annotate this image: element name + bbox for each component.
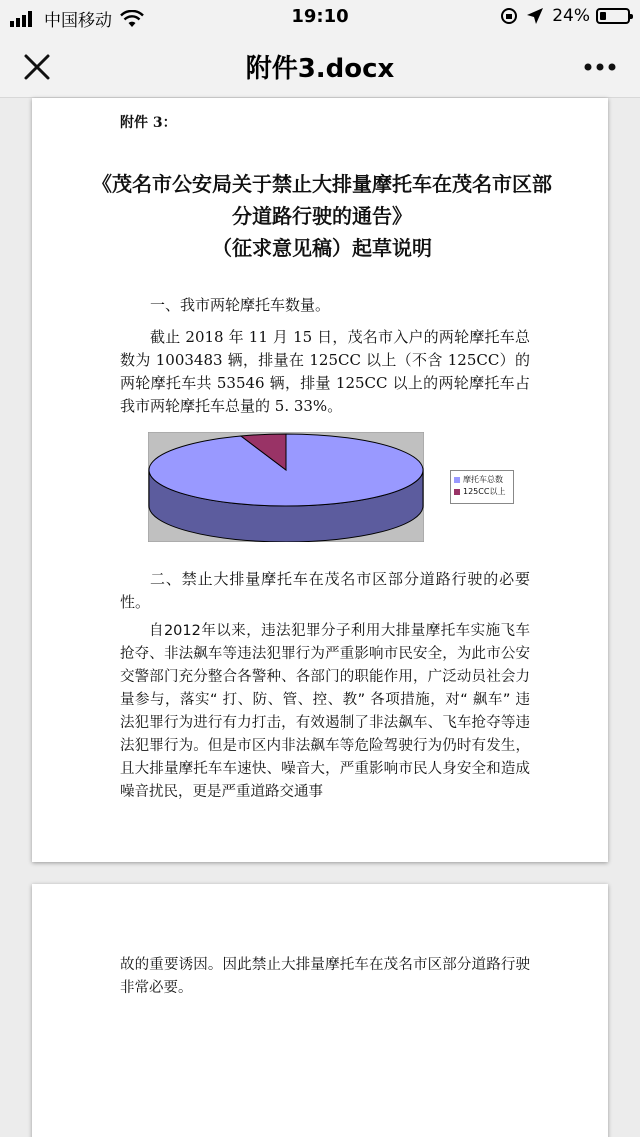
section-2-heading: 二、禁止大排量摩托车在茂名市区部分道路行驶的必要性。 [120, 570, 530, 611]
legend-swatch-over125 [454, 489, 460, 495]
legend-swatch-total [454, 477, 460, 483]
battery-fill [600, 12, 606, 20]
document-page-2 [32, 884, 608, 1137]
more-options-icon[interactable] [580, 52, 620, 82]
carrier-label: 中国移动 [44, 11, 112, 31]
chart-legend [450, 470, 514, 504]
document-subtitle: （征求意见稿）起草说明 [212, 236, 432, 260]
location-icon [526, 7, 544, 25]
attachment-label: 附件 3： [120, 115, 177, 131]
status-right [500, 6, 630, 26]
paragraph-1: 截止 2018 年 11 月 15 日，茂名市入户的两轮摩托车总数为 1003483 辆，排量在 125CC 以上（不含 125CC）的两轮摩托车共 53546 辆，排量 125CC 以上的两轮摩托车占我市两轮摩托车总量的 5. 33%。 [120, 328, 530, 415]
legend-label-over125: 125CC以上 [463, 487, 506, 496]
pie-chart [148, 432, 424, 542]
legend-label-total: 摩托车总数 [463, 475, 503, 484]
battery-percent: 24% [552, 6, 590, 26]
nav-bar [0, 34, 640, 98]
page-title: 附件3.docx [245, 54, 395, 84]
paragraph-3: 故的重要诱因。因此禁止大排量摩托车在茂名市区部分道路行驶非常必要。 [120, 957, 530, 996]
status-bar [0, 0, 640, 34]
document-page-1 [32, 98, 608, 862]
section-1-heading: 一、我市两轮摩托车数量。 [150, 296, 331, 314]
battery-icon [596, 8, 630, 24]
paragraph-2: 自2012年以来，违法犯罪分子利用大排量摩托车实施飞车抢夺、非法飙车等违法犯罪行为严重影响市民安全，为此市公安交警部门充分整合各警种、各部门的职能作用，广泛动员社会力量参与，落实“ 打、防、管、控、教” 各项措施，对“ 飙车” 违法犯罪行为进行有力打击，有效遏制了非法飙车、飞车抢夺等违法犯罪行为。但是市区内非法飙车等危险驾驶行为仍时有发生，且大排量摩托车车速快、噪音大，严重影响市民人身安全和造成噪音扰民，更是严重道路交通事 [120, 623, 530, 800]
legend-item-total [454, 474, 510, 486]
document-title: 《茂名市公安局关于禁止大排量摩托车在茂名市区部分道路行驶的通告》 [92, 172, 552, 228]
orientation-lock-icon [500, 7, 518, 25]
clock: 19:10 [291, 6, 349, 27]
legend-item-over125 [454, 486, 510, 498]
